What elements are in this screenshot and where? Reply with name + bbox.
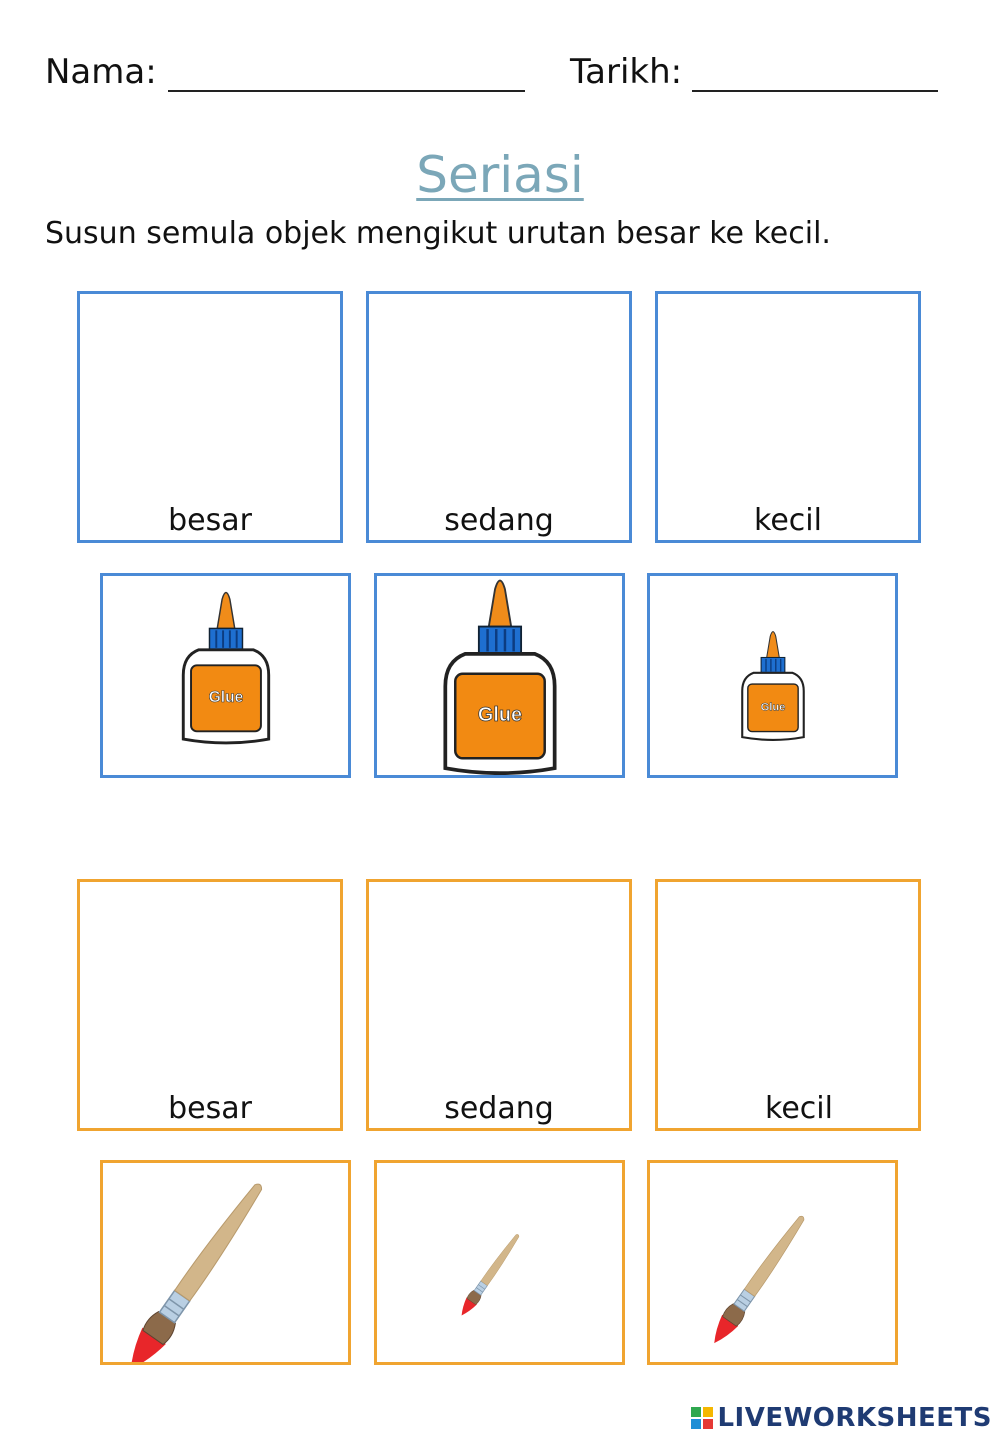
glue-card-large[interactable] xyxy=(374,573,625,778)
drop-label-kecil: kecil xyxy=(754,503,822,538)
liveworksheets-logo xyxy=(691,1403,992,1433)
drop-box-kecil-glue[interactable] xyxy=(655,291,921,543)
drop-box-besar-brush[interactable] xyxy=(77,879,343,1131)
drop-label-besar: besar xyxy=(168,1091,252,1126)
date-answer-line[interactable] xyxy=(692,90,938,92)
glue-label-text: Glue xyxy=(760,701,786,714)
name-label: Nama: xyxy=(45,52,157,92)
glue-bottle-icon xyxy=(103,576,348,775)
glue-bottle-icon xyxy=(650,576,895,775)
instruction-text: Susun semula objek mengikut urutan besar ke kecil. xyxy=(45,216,831,251)
drop-label-sedang: sedang xyxy=(444,503,554,538)
paintbrush-card-small[interactable] xyxy=(374,1160,625,1365)
glue-card-small[interactable] xyxy=(647,573,898,778)
drop-label-kecil: kecil xyxy=(765,1091,833,1126)
glue-label-text: Glue xyxy=(477,703,523,726)
glue-label-text: Glue xyxy=(208,689,244,707)
name-answer-line[interactable] xyxy=(168,90,525,92)
paintbrush-card-medium[interactable] xyxy=(647,1160,898,1365)
drop-box-besar-glue[interactable] xyxy=(77,291,343,543)
paintbrush-icon xyxy=(377,1163,622,1362)
glue-bottle-icon xyxy=(377,576,622,775)
paintbrush-card-large[interactable] xyxy=(100,1160,351,1365)
drop-label-sedang: sedang xyxy=(444,1091,554,1126)
drop-box-kecil-brush[interactable] xyxy=(655,879,921,1131)
glue-card-medium[interactable] xyxy=(100,573,351,778)
paintbrush-icon xyxy=(103,1163,348,1362)
date-label: Tarikh: xyxy=(570,52,683,92)
drop-label-besar: besar xyxy=(168,503,252,538)
liveworksheets-logo-icon xyxy=(691,1407,713,1429)
brand-name: LIVEWORKSHEETS xyxy=(717,1403,992,1433)
drop-box-sedang-glue[interactable] xyxy=(366,291,632,543)
drop-box-sedang-brush[interactable] xyxy=(366,879,632,1131)
paintbrush-icon xyxy=(650,1163,895,1362)
page-title: Seriasi xyxy=(416,146,584,204)
